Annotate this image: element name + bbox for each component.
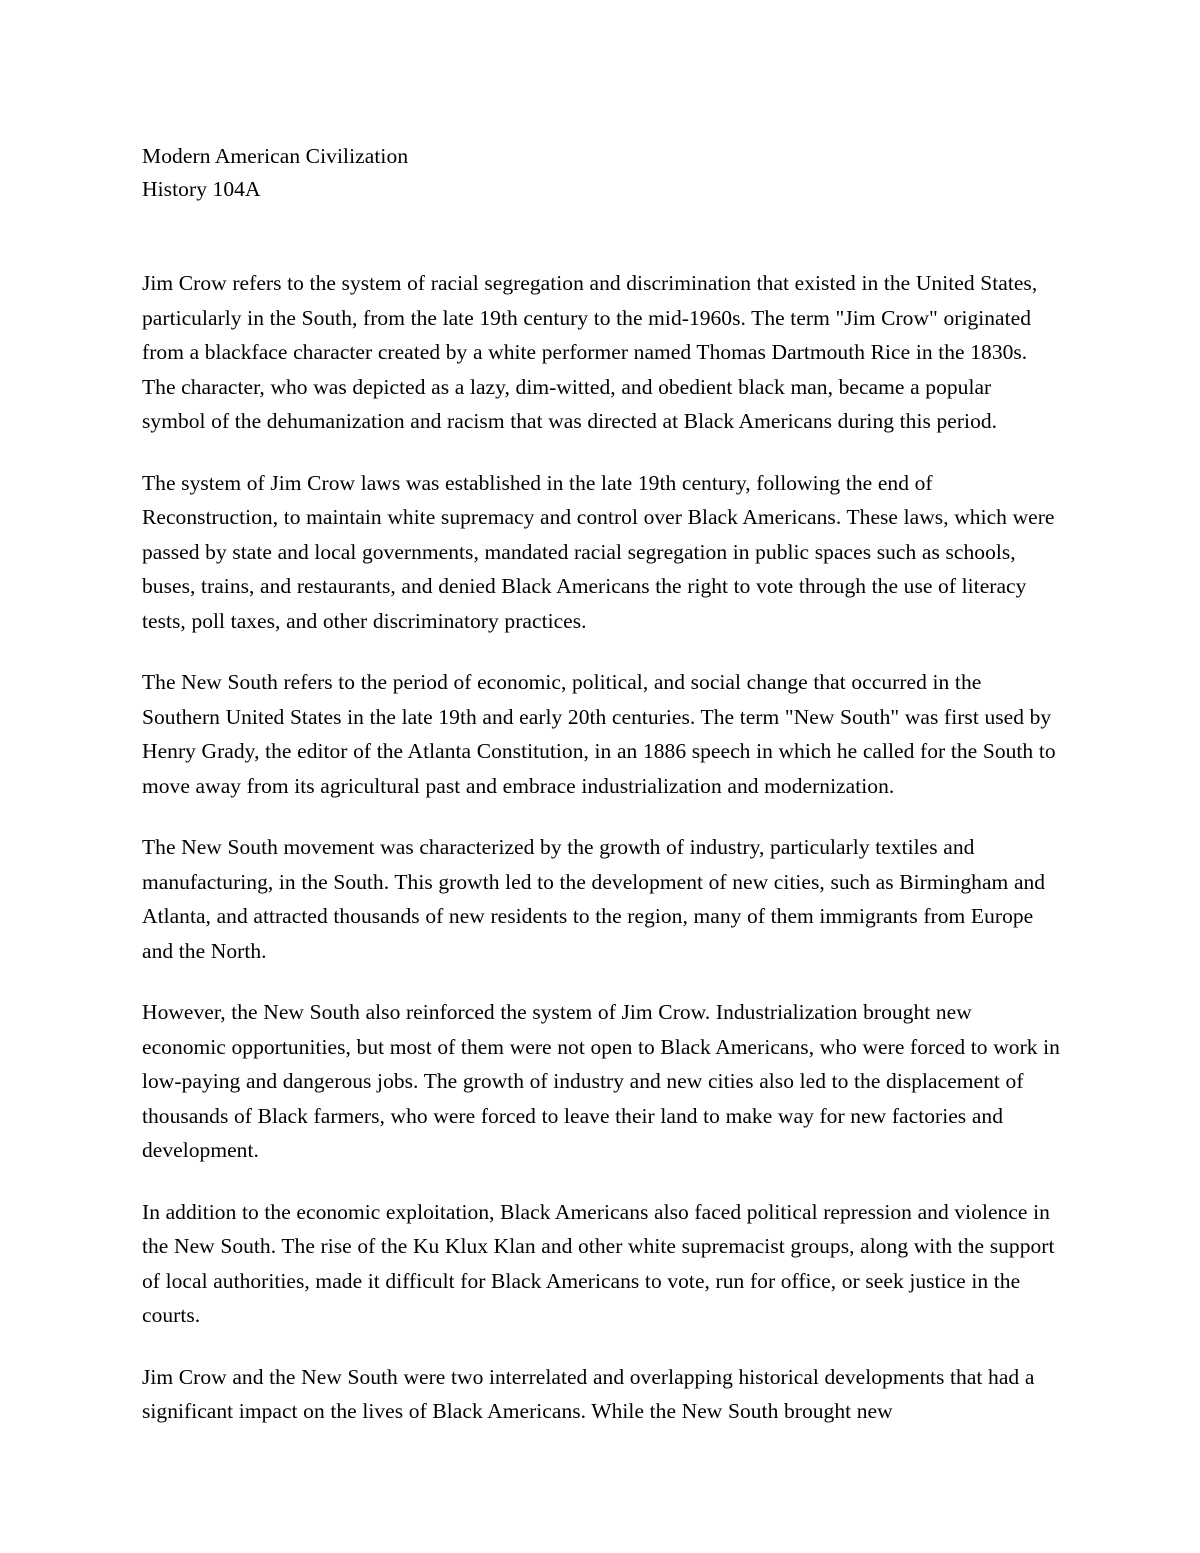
paragraph: Jim Crow refers to the system of racial segregation and discrimination that existed in the United States, particularly in the South, from the late 19th century to the mid-1960s. The term "Jim Crow" originated from a blackface character created by a white performer named Thomas Dartmouth Rice in the 1830s. The character, who was depicted as a lazy, dim-witted, and obedient black man, became a popular symbol of the dehumanization and racism that was directed at Black Americans during this period. — [142, 271, 1038, 433]
document-heading — [142, 140, 1060, 206]
paragraph: The New South refers to the period of economic, political, and social change that occurred in the Southern United States in the late 19th and early 20th centuries. The term "New South" was first used by Henry Grady, the editor of the Atlanta Constitution, in an 1886 speech in which he called for the South to move away from its agricultural past and embrace industrialization and modernization. — [142, 670, 1056, 798]
paragraph: The New South movement was characterized by the growth of industry, particularly textiles and manufacturing, in the South. This growth led to the development of new cities, such as Birmingham and Atlanta, and attracted thousands of new residents to the region, many of them immigrants from Europe and the North. — [142, 835, 1046, 963]
paragraph: The system of Jim Crow laws was established in the late 19th century, following the end of Reconstruction, to maintain white supremacy and control over Black Americans. These laws, which were passed by state and local governments, mandated racial segregation in public spaces such as schools, buses, trains, and restaurants, and denied Black Americans the right to vote through the use of literacy tests, poll taxes, and other discriminatory practices. — [142, 470, 1055, 633]
paragraph: However, the New South also reinforced the system of Jim Crow. Industrialization brought new economic opportunities, but most of them were not open to Black Americans, who were forced to work in low-paying and dangerous jobs. The growth of industry and new cities also led to the displacement of thousands of Black farmers, who were forced to leave their land to make way for new factories and development. — [142, 1000, 1060, 1162]
paragraph: In addition to the economic exploitation, Black Americans also faced political repression and violence in the New South. The rise of the Ku Klux Klan and other white supremacist groups, along with the support of local authorities, made it difficult for Black Americans to vote, run for office, or seek justice in the courts. — [142, 1199, 1055, 1327]
course-title: Modern American Civilization — [142, 144, 409, 168]
course-code: History 104A — [142, 177, 261, 201]
document-body — [142, 266, 1060, 1429]
paragraph: Jim Crow and the New South were two interrelated and overlapping historical developments that had a significant impact on the lives of Black Americans. While the New South brought new — [142, 1364, 1035, 1423]
